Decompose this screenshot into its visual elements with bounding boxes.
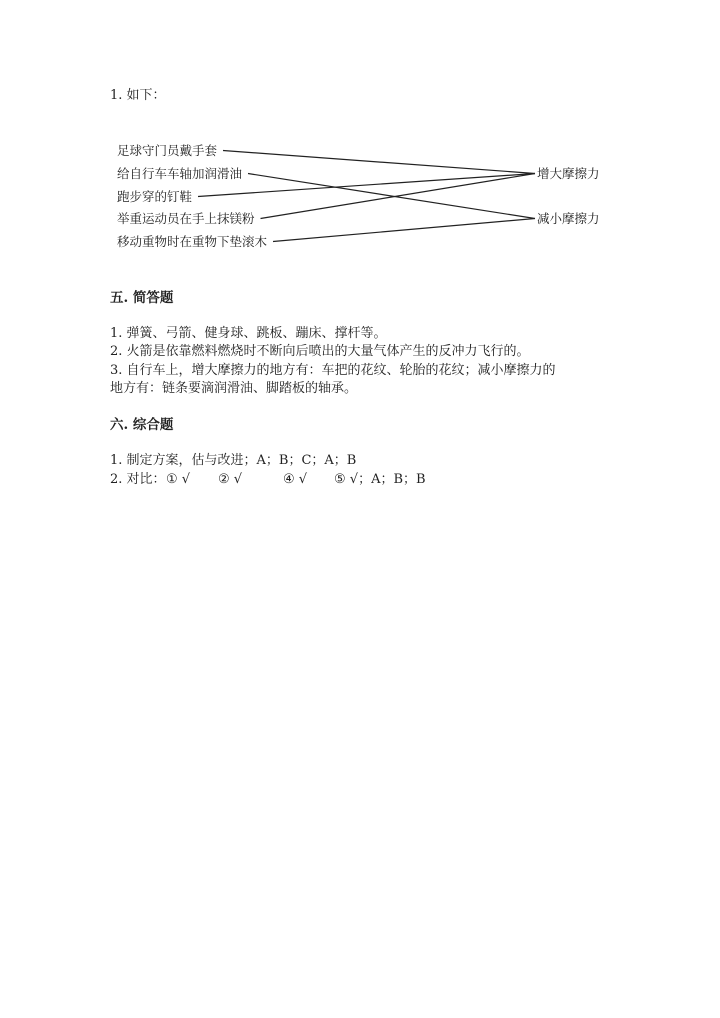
connection-lines [0,0,720,300]
section-6-answer-1: ① √ [166,472,191,487]
section-6-line-1: 1. 制定方案，估与改进；A；B；C；A；B [110,453,357,468]
question-1-label: 1. 如下： [110,88,166,103]
section-5-line-2: 2. 火箭是依靠燃料燃烧时不断向后喷出的大量气体产生的反冲力飞行的。 [110,344,530,359]
right-item-0: 增大摩擦力 [537,166,600,181]
section-6-answer-2: ② √ [218,472,243,487]
connection-line-0 [223,151,535,174]
section-6-line-2-prefix: 2. 对比： [110,472,166,487]
connection-line-2 [198,174,535,197]
section-5-heading: 五. 简答题 [110,290,174,306]
left-item-1: 给自行车车轴加润滑油 [117,166,243,181]
section-6-answer-4: ⑤ √；A；B；B [334,472,426,487]
section-5-line-1: 1. 弹簧、弓箭、健身球、跳板、蹦床、撑杆等。 [110,326,387,341]
section-6-answer-3: ④ √ [283,472,308,487]
right-item-1: 减小摩擦力 [537,211,600,226]
left-item-2: 跑步穿的钉鞋 [117,189,193,204]
connection-line-4 [273,219,535,242]
section-5-line-3: 3. 自行车上，增大摩擦力的地方有：车把的花纹、轮胎的花纹；减小摩擦力的 [110,363,556,378]
left-item-4: 移动重物时在重物下垫滚木 [117,234,268,249]
left-item-3: 举重运动员在手上抹镁粉 [117,211,255,226]
left-item-0: 足球守门员戴手套 [117,143,218,158]
section-5-line-4: 地方有：链条要滴润滑油、脚踏板的轴承。 [110,381,358,396]
section-6-heading: 六. 综合题 [110,417,174,433]
